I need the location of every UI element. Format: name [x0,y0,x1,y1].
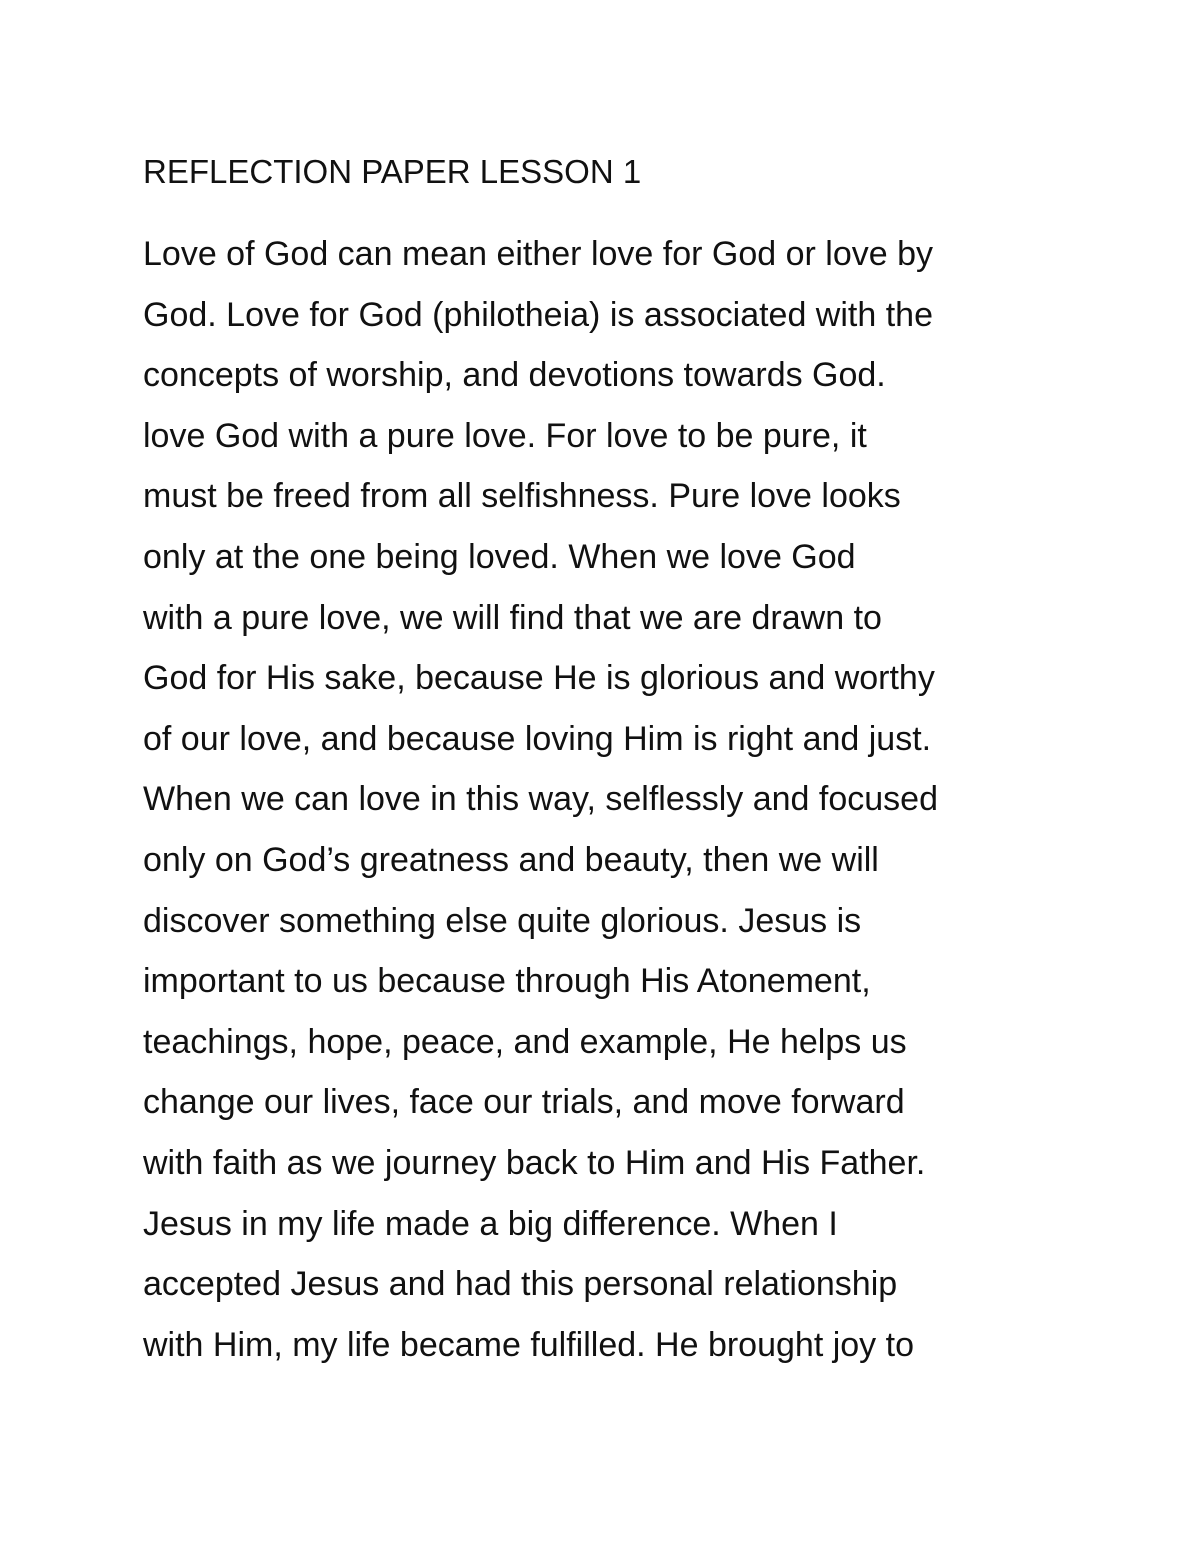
document-body [143,224,1103,1375]
body-line: must be freed from all selfishness. Pure love looks [143,477,901,516]
body-line: discover something else quite glorious. Jesus is [143,901,862,940]
body-line: teachings, hope, peace, and example, He helps us [143,1022,907,1061]
body-line: change our lives, face our trials, and move forward [143,1083,905,1122]
body-line: accepted Jesus and had this personal relationship [143,1265,898,1304]
body-line: God for His sake, because He is glorious and worthy [143,659,935,698]
body-line: God. Love for God (philotheia) is associated with the [143,295,933,334]
body-line: important to us because through His Atonement, [143,962,871,1001]
body-line: love God with a pure love. For love to be pure, it [143,416,867,455]
body-line: with Him, my life became fulfilled. He brought joy to [143,1325,914,1364]
body-line: only on God’s greatness and beauty, then we will [143,840,879,879]
body-line: of our love, and because loving Him is right and just. [143,719,932,758]
body-line: concepts of worship, and devotions towards God. [143,356,886,395]
document-title: REFLECTION PAPER LESSON 1 [143,153,642,190]
body-line: Love of God can mean either love for God or love by [143,235,934,273]
body-line: only at the one being loved. When we love God [143,537,856,576]
body-line: Jesus in my life made a big difference. When I [143,1204,838,1243]
body-line: When we can love in this way, selflessly and focused [143,780,938,819]
body-line: with a pure love, we will find that we are drawn to [143,598,882,637]
body-line: with faith as we journey back to Him and His Father. [143,1143,926,1182]
